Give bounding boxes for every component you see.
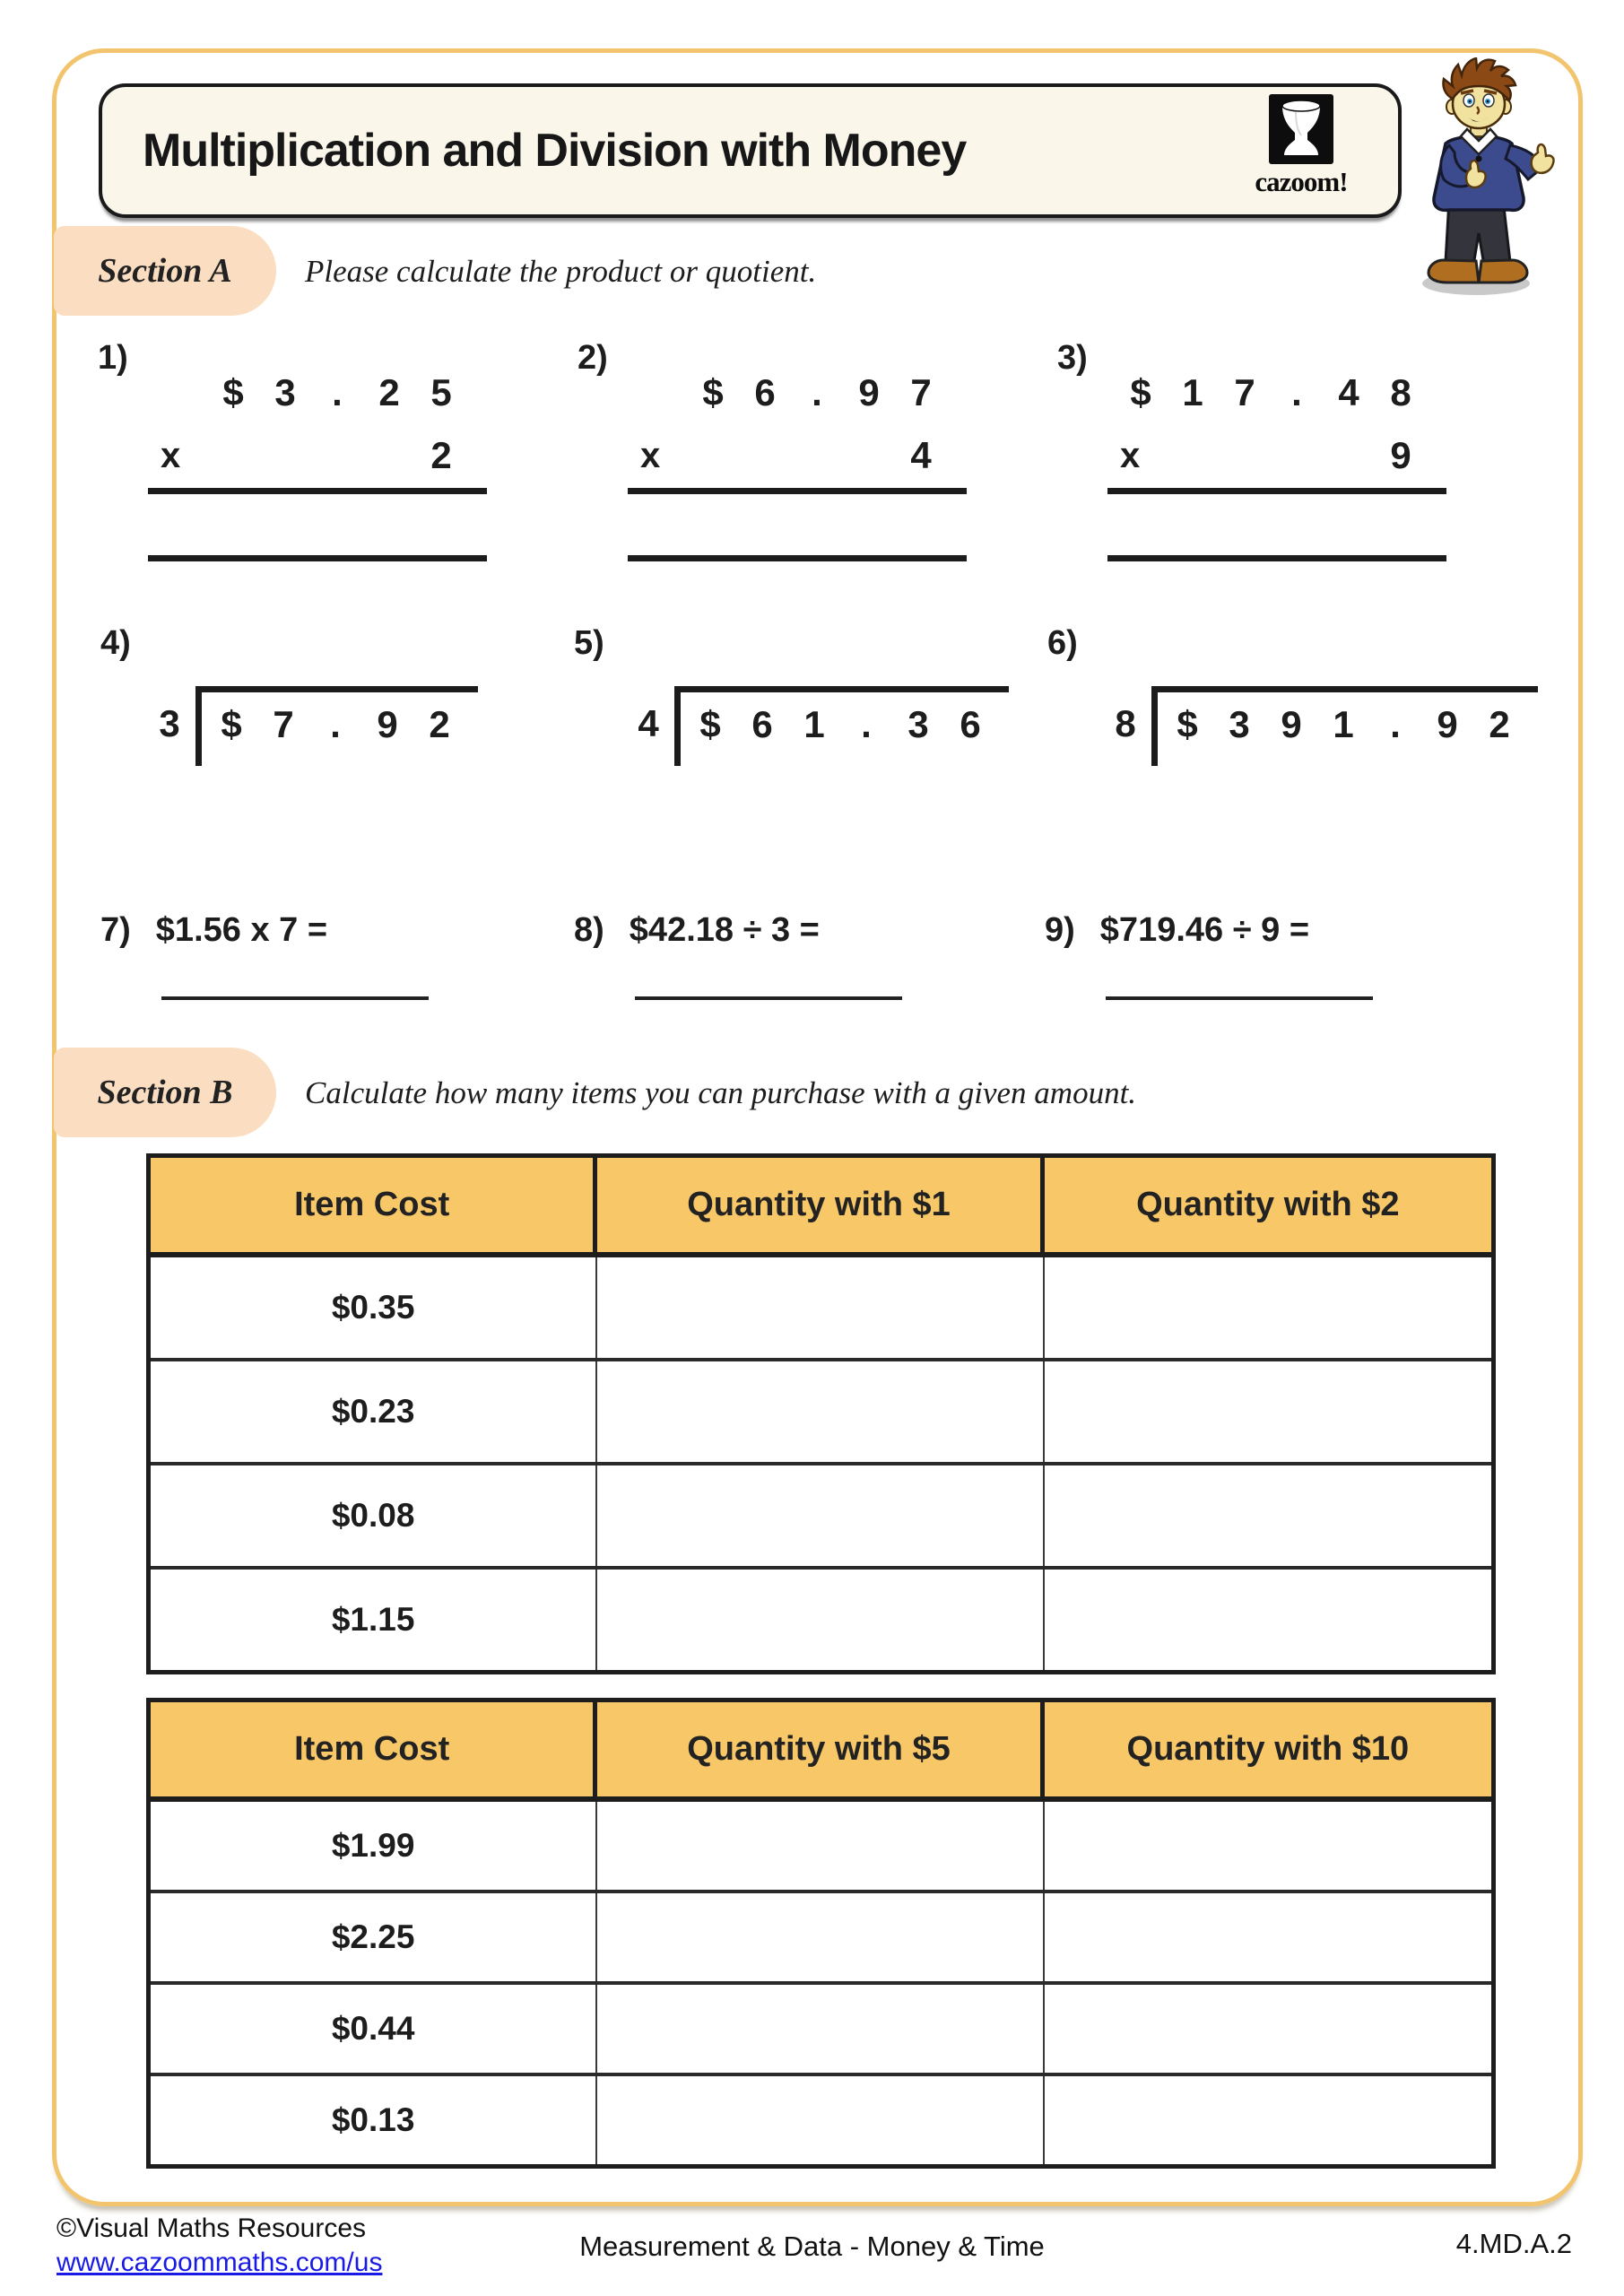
- division-bracket: [195, 686, 478, 766]
- digit: 7: [910, 371, 932, 413]
- digit: 3: [274, 371, 296, 413]
- multiplicand-row: [628, 364, 967, 422]
- multiplier-digit: 2: [430, 434, 452, 476]
- digit: 1: [1182, 371, 1203, 413]
- multiply-sign: x: [640, 435, 661, 475]
- digit: $: [702, 371, 724, 413]
- answer-cell: [597, 1802, 1044, 1890]
- digit: 3: [908, 703, 929, 745]
- multiplier-row: [628, 427, 967, 484]
- divisor: 4: [638, 702, 659, 744]
- answer-cell: [597, 1570, 1044, 1670]
- problem-number: 5): [574, 624, 604, 662]
- answer-line: [628, 488, 967, 494]
- table-row: [151, 1893, 1491, 1985]
- section-a-label-text: Section A: [98, 252, 232, 290]
- answer-cell: [597, 1257, 1044, 1358]
- answer-cell: [1045, 1465, 1491, 1566]
- problem-6-division: [1099, 686, 1538, 766]
- quantity-table-1: [146, 1153, 1496, 1674]
- problem-5-division: [622, 686, 1009, 766]
- table-header-cell: Item Cost: [151, 1158, 597, 1252]
- expression: $42.18 ÷ 3 =: [629, 911, 820, 949]
- answer-cell: [1045, 1893, 1491, 1981]
- multiply-sign: x: [1120, 435, 1141, 475]
- answer-line: [1107, 488, 1446, 494]
- problem-number: 1): [98, 339, 128, 377]
- digit: 8: [1390, 371, 1411, 413]
- digit: .: [332, 371, 343, 413]
- footer-topic-text: Measurement & Data - Money & Time: [579, 2231, 1045, 2262]
- problem-8: [574, 911, 902, 1000]
- divisor: 8: [1115, 702, 1136, 744]
- student-character-icon: [1392, 57, 1568, 303]
- table-row: [151, 1985, 1491, 2076]
- problem-number: 7): [100, 911, 131, 949]
- section-a-label: [54, 226, 276, 316]
- digit: .: [1291, 371, 1302, 413]
- digit: $: [222, 371, 244, 413]
- table-row: [151, 1361, 1491, 1465]
- copyright-text: ©Visual Maths Resources: [56, 2213, 367, 2243]
- item-cost-cell: $2.25: [151, 1893, 597, 1981]
- division-bracket: [1151, 686, 1538, 766]
- table-header-cell: Quantity with $2: [1136, 1186, 1400, 1223]
- divisor: 3: [159, 702, 180, 744]
- answer-line: [1107, 555, 1446, 561]
- digit: .: [330, 703, 341, 745]
- multiplier-row: [148, 427, 487, 484]
- digit: $: [699, 703, 721, 745]
- multiplicand-row: [1107, 364, 1446, 422]
- answer-blank-line: [161, 996, 429, 1000]
- standard-code: 4.MD.A.2: [1455, 2228, 1572, 2259]
- section-b-label: [54, 1048, 276, 1137]
- problem-1-multiplication: [98, 339, 487, 561]
- table-row: [151, 1465, 1491, 1570]
- problem-number: 3): [1057, 339, 1088, 377]
- item-cost-cell: $0.08: [151, 1465, 597, 1566]
- table-row: [151, 1257, 1491, 1361]
- digit: .: [812, 371, 822, 413]
- item-cost-cell: $0.44: [151, 1985, 597, 2073]
- expression: $719.46 ÷ 9 =: [1099, 911, 1310, 949]
- division-bracket: [674, 686, 1009, 766]
- answer-cell: [1045, 1985, 1491, 2073]
- digit: 9: [1437, 703, 1458, 745]
- digit: 1: [803, 703, 825, 745]
- answer-cell: [1045, 1802, 1491, 1890]
- problem-number: 2): [578, 339, 608, 377]
- student-character-illustration: [1392, 57, 1568, 303]
- answer-cell: [597, 1465, 1044, 1566]
- digit: 6: [754, 371, 776, 413]
- title-box: [99, 83, 1402, 218]
- item-cost-cell: $1.99: [151, 1802, 597, 1890]
- section-b-label-text: Section B: [97, 1074, 233, 1111]
- digit: 2: [378, 371, 400, 413]
- quantity-table-2: [146, 1698, 1496, 2169]
- answer-line: [148, 555, 487, 561]
- table-header-cell: Quantity with $1: [597, 1158, 1044, 1252]
- cazoom-logo-text: cazoom!: [1255, 166, 1348, 197]
- answer-line: [148, 488, 487, 494]
- cazoom-logo: [1234, 94, 1368, 198]
- digit: 9: [858, 371, 880, 413]
- answer-cell: [1045, 1570, 1491, 1670]
- digit: 7: [273, 703, 294, 745]
- answer-cell: [1045, 1361, 1491, 1462]
- digit: 2: [1489, 703, 1510, 745]
- table-row: [151, 1570, 1491, 1670]
- problem-3-multiplication: [1057, 339, 1446, 561]
- problem-7: [100, 911, 429, 1000]
- worksheet-title: Multiplication and Division with Money: [143, 125, 967, 177]
- digit: 2: [429, 703, 450, 745]
- digit: 4: [1338, 371, 1359, 413]
- item-cost-cell: $0.13: [151, 2076, 597, 2164]
- multiply-sign: x: [161, 435, 181, 475]
- section-b-instruction: Calculate how many items you can purchase with a given amount.: [305, 1075, 1137, 1110]
- expression: $1.56 x 7 =: [155, 911, 328, 949]
- digit: 9: [377, 703, 398, 745]
- problem-4-division: [143, 686, 478, 766]
- digit: $: [1177, 703, 1198, 745]
- table-header-cell: Item Cost: [151, 1702, 597, 1796]
- problem-number: 9): [1045, 911, 1075, 949]
- multiplier-digit: 4: [910, 434, 932, 476]
- answer-cell: [597, 1893, 1044, 1981]
- digit: 6: [751, 703, 773, 745]
- digit: 5: [430, 371, 452, 413]
- table-header-row: [151, 1702, 1491, 1802]
- item-cost-cell: $0.35: [151, 1257, 597, 1358]
- digit: $: [221, 703, 242, 745]
- problem-number: 8): [574, 911, 604, 949]
- problem-number: 4): [100, 624, 131, 662]
- answer-cell: [597, 1361, 1044, 1462]
- digit: 1: [1333, 703, 1354, 745]
- digit: 3: [1229, 703, 1250, 745]
- problem-9: [1045, 911, 1373, 1000]
- multiplier-row: [1107, 427, 1446, 484]
- item-cost-cell: $1.15: [151, 1570, 597, 1670]
- answer-blank-line: [635, 996, 902, 1000]
- answer-blank-line: [1106, 996, 1373, 1000]
- multiplier-digit: 9: [1390, 434, 1411, 476]
- multiplicand-row: [148, 364, 487, 422]
- problem-2-multiplication: [578, 339, 967, 561]
- digit: 9: [1281, 703, 1302, 745]
- item-cost-cell: $0.23: [151, 1361, 597, 1462]
- answer-cell: [597, 1985, 1044, 2073]
- digit: 6: [960, 703, 981, 745]
- digit: .: [1390, 703, 1401, 745]
- answer-line: [628, 555, 967, 561]
- website-link[interactable]: www.cazoommaths.com/us: [56, 2248, 383, 2277]
- cazoom-drum-icon: [1269, 94, 1333, 164]
- digit: $: [1130, 371, 1151, 413]
- answer-cell: [1045, 2076, 1491, 2164]
- digit: 7: [1234, 371, 1255, 413]
- table-header-row: [151, 1158, 1491, 1257]
- answer-cell: [1045, 1257, 1491, 1358]
- answer-cell: [597, 2076, 1044, 2164]
- section-a-instruction: Please calculate the product or quotient.: [305, 254, 817, 289]
- table-header-cell: Quantity with $5: [597, 1702, 1044, 1796]
- table-header-cell: Quantity with $10: [1126, 1730, 1410, 1768]
- digit: .: [861, 703, 872, 745]
- table-row: [151, 2076, 1491, 2164]
- problem-number: 6): [1047, 624, 1078, 662]
- table-row: [151, 1802, 1491, 1893]
